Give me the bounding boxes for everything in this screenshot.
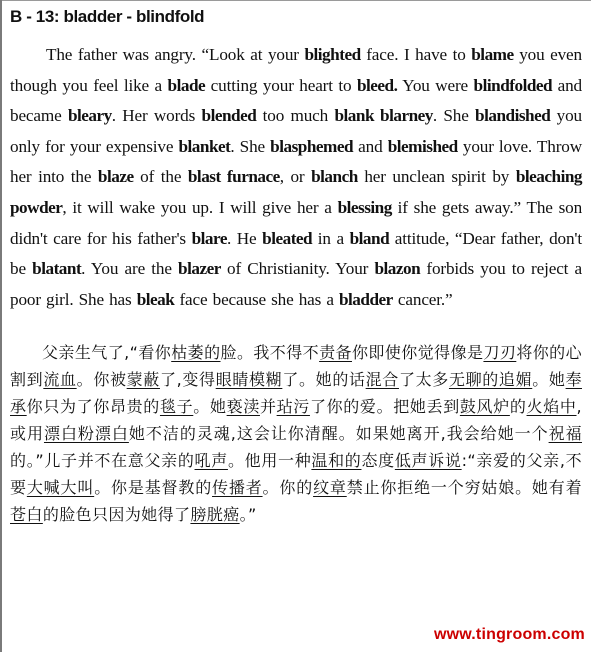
vocab-word: bleary	[67, 106, 112, 126]
site-watermark: www.tingroom.com	[433, 626, 585, 643]
vocab-translation: 膀胱癌	[190, 505, 240, 525]
vocab-translation: 温和的	[311, 451, 362, 471]
vocab-word: bleaching powder	[10, 167, 582, 217]
vocab-word: blazon	[374, 259, 421, 279]
document-page	[10, 6, 582, 528]
vocab-translation: 刀刃	[483, 343, 517, 363]
text-run: 。她	[193, 397, 227, 417]
page-top-border	[0, 0, 591, 1]
vocab-word: blank blarney	[334, 106, 433, 126]
text-run: ,或用	[10, 397, 583, 444]
vocab-word: bleated	[262, 228, 313, 248]
vocab-word: blanket	[178, 136, 231, 156]
vocab-word: bland	[349, 228, 390, 248]
vocab-word: blended	[201, 106, 257, 126]
text-run: 了。她的话	[282, 370, 366, 390]
text-run: 态度	[361, 451, 395, 471]
text-run: and became	[10, 75, 583, 126]
vocab-translation: 蒙蔽	[126, 370, 160, 390]
text-run: . Her words	[111, 106, 202, 126]
text-run: 。她	[532, 370, 566, 390]
text-run: The father was angry. “Look at your	[46, 45, 305, 64]
entry-heading: B - 13: bladder - blindfold	[10, 7, 205, 26]
text-run: 。你的	[262, 478, 314, 498]
vocab-translation: 奉承	[10, 370, 582, 417]
text-run: 脸。我不得不	[220, 343, 320, 363]
vocab-word: bleed.	[356, 75, 398, 95]
vocab-translation: 大喊大叫	[26, 478, 95, 498]
vocab-translation: 责备	[319, 343, 352, 363]
vocab-word: bleak	[136, 289, 175, 309]
vocab-translation: 漂白粉漂白	[43, 424, 129, 444]
vocab-translation: 枯萎的	[171, 343, 221, 363]
vocab-translation: 低声诉说	[394, 451, 462, 471]
text-run: face. I have to	[360, 45, 472, 64]
text-run: 的。”儿子并不在意父亲的	[10, 451, 195, 471]
vocab-word: bladder	[338, 289, 393, 309]
vocab-word: blazer	[178, 259, 221, 279]
vocab-translation: 传播者	[212, 478, 263, 498]
text-run: and	[353, 136, 388, 156]
text-run: face because she has a	[174, 289, 339, 309]
text-run: 了,变得	[159, 370, 216, 390]
vocab-translation: 祝福	[548, 424, 582, 444]
vocab-word: blemished	[387, 136, 458, 156]
vocab-word: blast furnace	[187, 167, 280, 187]
vocab-word: blare	[191, 228, 227, 248]
text-run: 禁止你拒绝一个穷姑娘。她有着	[346, 478, 582, 498]
vocab-word: blatant	[32, 259, 82, 279]
vocab-translation: 火焰中	[526, 397, 577, 417]
vocab-translation: 玷污	[276, 397, 310, 417]
vocab-translation: 流血	[43, 370, 77, 390]
text-run: 。你被	[76, 370, 127, 390]
text-run: . He	[226, 228, 263, 248]
text-run: her unclean spirit by	[357, 167, 516, 187]
text-run: . She	[230, 136, 271, 156]
vocab-translation: 无聊的追媚	[448, 370, 533, 390]
text-run: 父亲生气了,“看你	[42, 343, 172, 363]
vocab-word: blasphemed	[270, 136, 354, 156]
vocab-word: blaze	[97, 167, 134, 187]
text-run: 的脸色只因为她得了	[42, 505, 191, 525]
text-run: too much	[256, 106, 335, 126]
vocab-word: blade	[167, 75, 206, 95]
vocab-word: blessing	[337, 197, 392, 217]
vocab-word: blame	[471, 45, 514, 64]
chinese-paragraph	[10, 339, 582, 528]
vocab-translation: 吼声	[194, 451, 228, 471]
vocab-word: blandished	[475, 106, 551, 126]
text-run: if she gets away.” The son didn't care for his father's	[10, 197, 583, 248]
vocab-translation: 鼓风炉	[459, 397, 510, 417]
text-run: cutting your heart to	[205, 75, 357, 95]
text-run: your love. Throw her into the	[10, 136, 582, 187]
text-run: You were	[397, 75, 474, 95]
text-run: of Christianity. Your	[220, 259, 375, 279]
text-run: , or	[279, 167, 312, 187]
vocab-translation: 眼睛模糊	[215, 370, 283, 390]
vocab-word: blindfolded	[473, 75, 553, 95]
vocab-word: blanch	[311, 167, 358, 187]
text-run: attitude, “Dear father, don't be	[10, 228, 582, 279]
text-run: cancer.”	[392, 289, 453, 309]
text-run: :“亲爱的父亲,不要	[10, 451, 583, 498]
text-run: 。”	[239, 505, 257, 525]
text-run: 她不洁的灵魂,这会让你清醒。如果她离开,我会给她一个	[128, 424, 549, 444]
text-run: 。他用一种	[227, 451, 312, 471]
text-run: 的	[509, 397, 527, 417]
vocab-translation: 毯子	[159, 397, 194, 417]
text-run: , it will wake you up. I will give her a	[62, 197, 338, 217]
vocab-translation: 混合	[365, 370, 399, 390]
text-run: 了你的爱。把她丢到	[309, 397, 460, 417]
vocab-translation: 纹章	[313, 478, 347, 498]
text-run: you even though you feel like a	[10, 45, 582, 95]
text-run: 将你的心割到	[10, 343, 583, 390]
vocab-translation: 亵渎	[226, 397, 260, 417]
text-run: you only for your expensive	[10, 106, 582, 156]
vocab-translation: 苍白	[10, 505, 43, 525]
text-run: 并	[259, 397, 277, 417]
english-paragraph	[10, 40, 582, 315]
text-run: in a	[312, 228, 350, 248]
text-run: 了太多	[398, 370, 449, 390]
page-left-border	[0, 0, 2, 652]
text-run: of the	[133, 167, 188, 187]
text-run: forbids you to reject a poor girl. She has	[10, 259, 582, 309]
text-run: 。你是基督教的	[94, 478, 213, 498]
text-run: 你即使你觉得像是	[351, 343, 484, 363]
text-run: 你只为了你昂贵的	[26, 397, 160, 417]
text-run: . You are the	[81, 259, 179, 279]
text-run: . She	[432, 106, 476, 126]
vocab-word: blighted	[304, 45, 361, 64]
